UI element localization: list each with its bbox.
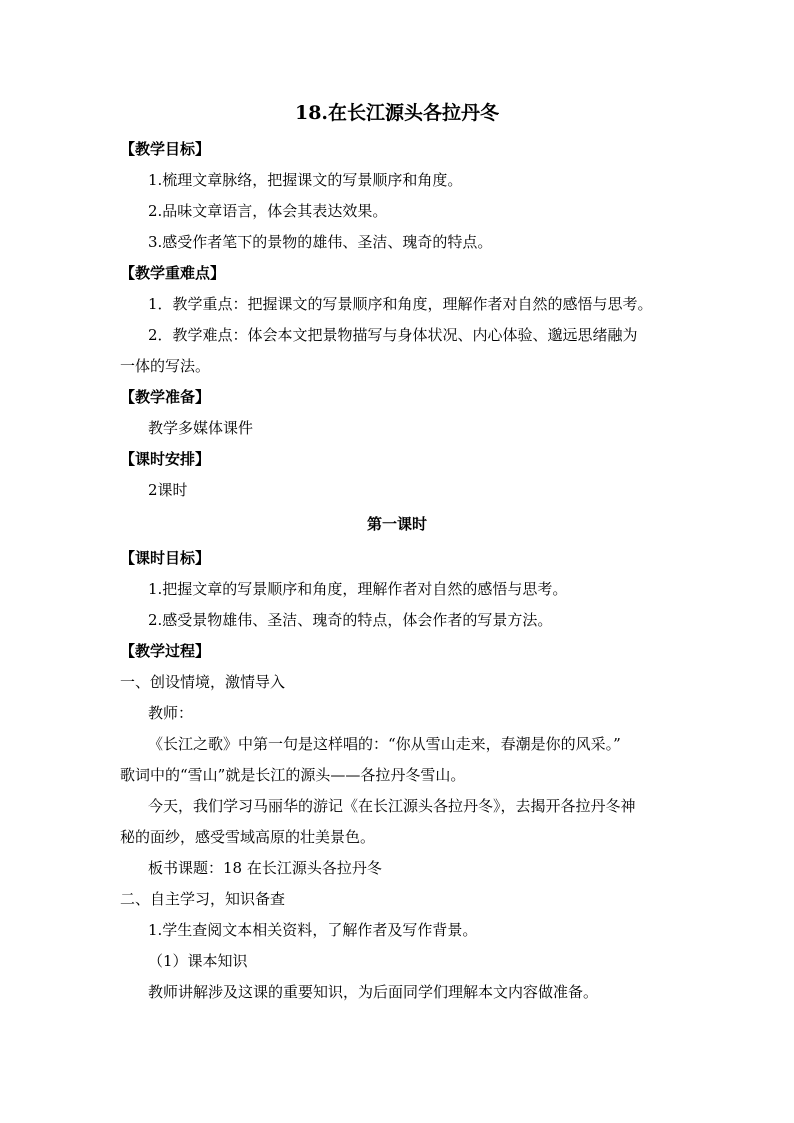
step1-line: 《长江之歌》中第一句是这样唱的：“你从雪山走来，春潮是你的风采。”	[148, 735, 621, 753]
step1-line: 歌词中的“雪山”就是长江的源头——各拉丹冬雪山。	[120, 766, 466, 784]
step1-line: 教师：	[148, 704, 194, 722]
step1-line: 秘的面纱，感受雪域高原的壮美景色。	[120, 828, 376, 846]
schedule-heading: 【课时安排】	[120, 450, 211, 468]
key-point: 1．教学重点：把握课文的写景顺序和角度，理解作者对自然的感悟与思考。	[148, 295, 653, 313]
key-heading: 【教学重难点】	[120, 264, 226, 282]
step2-heading: 二、自主学习，知识备查	[120, 890, 286, 908]
step2-line: 1.学生查阅文本相关资料，了解作者及写作背景。	[148, 921, 478, 939]
goal-item: 3.感受作者笔下的景物的雄伟、圣洁、瑰奇的特点。	[148, 233, 493, 251]
goal-item: 2.品味文章语言，体会其表达效果。	[148, 202, 388, 220]
goal-item: 1.梳理文章脉络，把握课文的写景顺序和角度。	[148, 171, 463, 189]
process-heading: 【教学过程】	[120, 642, 211, 660]
schedule-text: 2课时	[148, 481, 188, 499]
lesson-goals-heading: 【课时目标】	[120, 549, 211, 567]
goals-heading: 【教学目标】	[120, 140, 211, 158]
lesson-goal-item: 1.把握文章的写景顺序和角度，理解作者对自然的感悟与思考。	[148, 580, 568, 598]
key-point: 一体的写法。	[120, 357, 211, 375]
document-title: 18.在长江源头各拉丹冬	[294, 102, 500, 124]
step1-line: 板书课题：18 在长江源头各拉丹冬	[148, 859, 382, 877]
step1-line: 今天，我们学习马丽华的游记《在长江源头各拉丹冬》，去揭开各拉丹冬神	[148, 797, 636, 815]
step2-line: （1）课本知识	[148, 952, 248, 970]
lesson-goal-item: 2.感受景物雄伟、圣洁、瑰奇的特点，体会作者的写景方法。	[148, 611, 553, 629]
key-point: 2．教学难点：体会本文把景物描写与身体状况、内心体验、邈远思绪融为	[148, 326, 638, 344]
step2-line: 教师讲解涉及这课的重要知识，为后面同学们理解本文内容做准备。	[148, 983, 599, 1001]
prep-heading: 【教学准备】	[120, 388, 211, 406]
lesson-title: 第一课时	[366, 515, 427, 533]
prep-text: 教学多媒体课件	[148, 419, 254, 437]
step1-heading: 一、创设情境，激情导入	[120, 673, 286, 691]
